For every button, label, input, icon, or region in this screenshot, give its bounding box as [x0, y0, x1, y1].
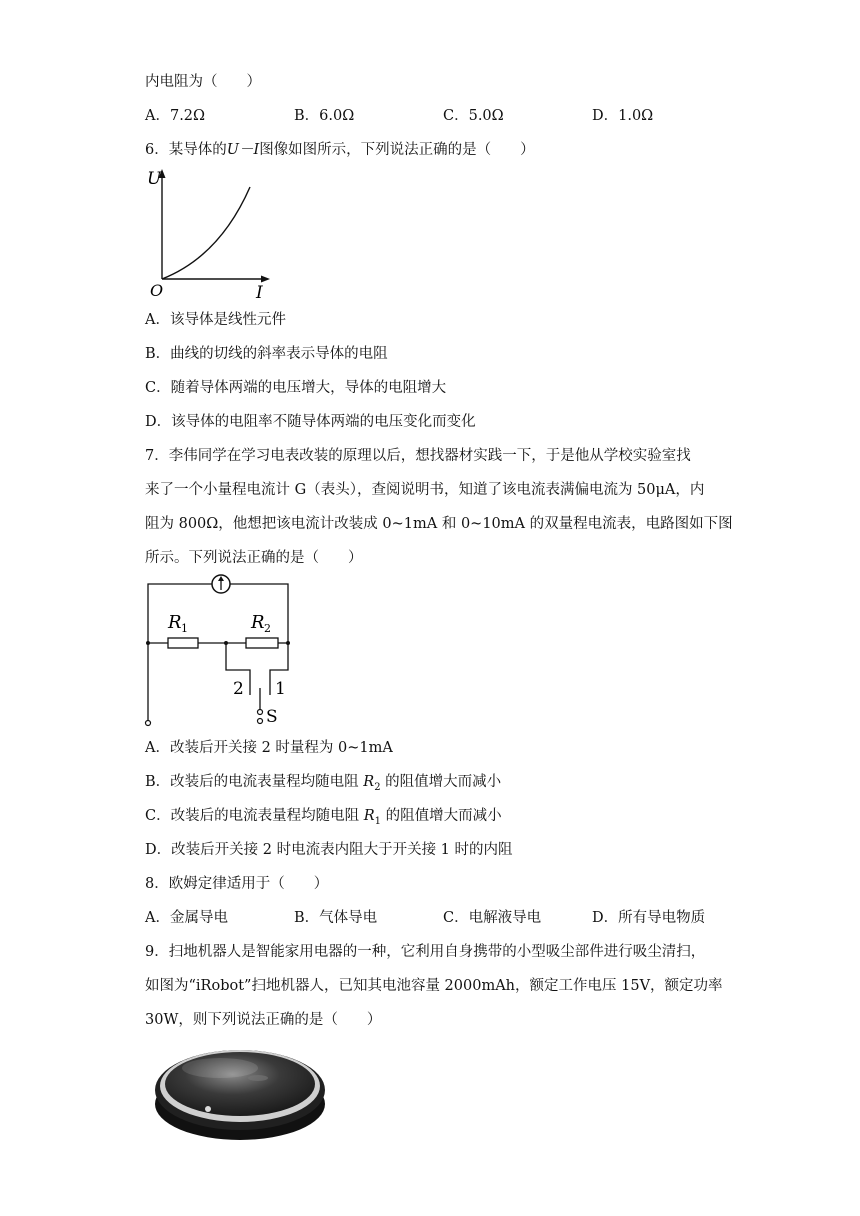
- q6-origin-label: O: [150, 281, 164, 300]
- contact-2-label: 2: [233, 679, 244, 699]
- q6-option-b: B．曲线的切线的斜率表示导体的电阻: [145, 346, 388, 362]
- resistor-r2: [246, 638, 278, 648]
- contact-1-label: 1: [275, 679, 286, 699]
- q7-option-c-variable: R: [363, 808, 375, 824]
- q7-option-c-prefix: C．改装后的电流表量程均随电阻: [145, 808, 364, 824]
- r1-subscript: 1: [181, 622, 188, 635]
- robot-vacuum-image: [150, 1030, 330, 1145]
- q7-option-c: [145, 806, 502, 832]
- q5-option-a: A．7.2Ω: [145, 108, 206, 124]
- q6-stem: [145, 140, 535, 160]
- q9-stem-line-3: 30W，则下列说法正确的是（ ）: [145, 1012, 382, 1028]
- q6-ui-curve: [162, 187, 250, 279]
- q8-option-a: A．金属导电: [145, 910, 228, 926]
- q6-x-axis-label: I: [256, 283, 263, 303]
- q7-option-b-prefix: B．改装后的电流表量程均随电阻: [145, 774, 364, 790]
- q9-stem-line-2: 如图为“iRobot”扫地机器人，已知其电池容量 2000mAh，额定工作电压 15V，额定功率: [145, 978, 723, 994]
- q6-option-c: C．随着导体两端的电压增大，导体的电阻增大: [145, 380, 447, 396]
- q7-option-a: A．改装后开关接 2 时量程为 0~1mA: [145, 740, 393, 756]
- q7-stem-line-4: 所示。下列说法正确的是（ ）: [145, 550, 363, 566]
- q5-option-b: B．6.0Ω: [294, 108, 355, 124]
- q5-option-d: D．1.0Ω: [592, 108, 654, 124]
- q9-stem-line-1: 9．扫地机器人是智能家用电器的一种，它利用自身携带的小型吸尘部件进行吸尘清扫，: [145, 944, 706, 960]
- r2-label: R: [251, 612, 265, 633]
- q7-option-b-suffix: 的阻值增大而减小: [380, 774, 502, 790]
- q7-option-b-subscript: 2: [374, 781, 381, 793]
- r2-subscript: 2: [264, 622, 271, 635]
- q6-option-a: A．该导体是线性元件: [145, 312, 286, 328]
- q7-stem-line-1: 7．李伟同学在学习电表改装的原理以后，想找器材实践一下，于是他从学校实验室找: [145, 448, 691, 464]
- q6-x-axis-arrow-icon: [261, 276, 270, 283]
- q7-option-b-variable: R: [363, 774, 375, 790]
- switch-pivot-top: [258, 710, 263, 715]
- q5-stem-tail: 内电阻为（ ）: [145, 74, 261, 90]
- resistor-r1: [168, 638, 198, 648]
- q7-option-c-subscript: 1: [374, 815, 381, 827]
- q8-option-b: B．气体导电: [294, 910, 378, 926]
- q7-option-c-suffix: 的阻值增大而减小: [381, 808, 502, 824]
- q6-stem-suffix: 图像如图所示，下列说法正确的是（ ）: [259, 142, 535, 158]
- q6-option-d: D．该导体的电阻率不随导体两端的电压变化而变化: [145, 414, 476, 430]
- switch-pivot-bottom: [258, 719, 263, 724]
- left-terminal: [146, 721, 151, 726]
- q6-ui-graph: [140, 164, 280, 306]
- q6-y-axis-label: U: [147, 169, 162, 189]
- r1-label: R: [168, 612, 182, 633]
- q8-option-c: C．电解液导电: [443, 910, 542, 926]
- q7-option-d: D．改装后开关接 2 时电流表内阻大于开关接 1 时的内阻: [145, 842, 513, 858]
- vacuum-logo-mark: [248, 1075, 268, 1081]
- switch-label: S: [266, 707, 278, 727]
- vacuum-button-icon: [205, 1106, 211, 1112]
- q7-stem-line-2: 来了一个小量程电流计 G（表头），查阅说明书，知道了该电流表满偏电流为 50μA，内: [145, 482, 705, 498]
- q6-stem-variable: U－I: [226, 142, 260, 158]
- q7-circuit-diagram: [140, 570, 305, 730]
- q8-option-d: D．所有导电物质: [592, 910, 706, 926]
- q7-stem-line-3: 阻为 800Ω，他想把该电流计改装成 0~1mA 和 0~10mA 的双量程电流表，电路图如下图: [145, 516, 733, 532]
- q8-stem: 8．欧姆定律适用于（ ）: [145, 876, 329, 892]
- q5-option-c: C．5.0Ω: [443, 108, 504, 124]
- q7-option-b: [145, 772, 501, 798]
- q6-stem-prefix: 6．某导体的: [145, 142, 227, 158]
- vacuum-highlight: [182, 1058, 258, 1078]
